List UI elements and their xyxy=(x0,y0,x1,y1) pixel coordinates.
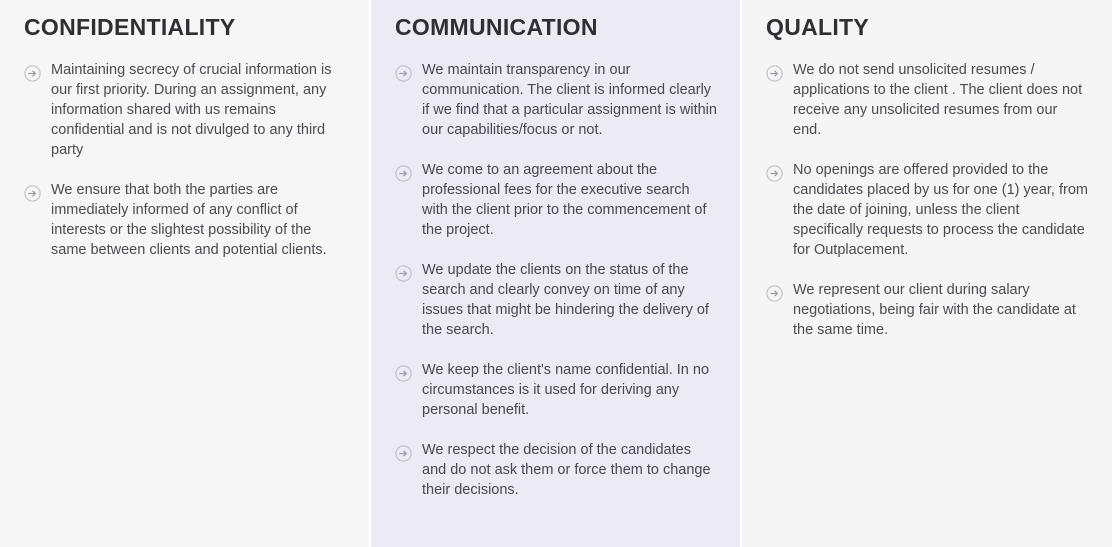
arrow-right-circle-icon xyxy=(24,65,41,82)
list-item-text: We represent our client during salary negotiations, being fair with the candidate at the same time. xyxy=(793,281,1076,338)
list-item xyxy=(766,280,1088,340)
list-item-text: We respect the decision of the candidates and do not ask them or force them to change their decisions. xyxy=(422,441,711,498)
list-item-text: No openings are offered provided to the candidates placed by us for one (1) year, from the date of joining, unless the client specifically requests to process the candidate for Outplacement. xyxy=(793,161,1088,258)
list-item-text: We maintain transparency in our communication. The client is informed clearly if we find that a particular assignment is within our capabilities/focus or not. xyxy=(422,61,717,138)
arrow-right-circle-icon xyxy=(395,365,412,382)
arrow-right-circle-icon xyxy=(395,65,412,82)
arrow-right-circle-icon xyxy=(24,185,41,202)
list-communication xyxy=(395,60,718,500)
list-item-text: We do not send unsolicited resumes / applications to the client . The client does not receive any unsolicited resumes from our end. xyxy=(793,61,1083,138)
list-item-text: We ensure that both the parties are immediately informed of any conflict of interests or the slightest possibility of the same between clients and potential clients. xyxy=(51,181,327,258)
arrow-right-circle-icon xyxy=(395,265,412,282)
page-title-communication: COMMUNICATION xyxy=(395,14,598,40)
list-quality xyxy=(766,60,1088,340)
list-item xyxy=(395,160,718,240)
list-item xyxy=(395,60,718,140)
list-item xyxy=(766,160,1088,260)
list-confidentiality xyxy=(24,60,347,260)
column-communication xyxy=(371,0,742,547)
column-confidentiality xyxy=(0,0,371,547)
page-title-quality: QUALITY xyxy=(766,14,870,40)
arrow-right-circle-icon xyxy=(766,165,783,182)
list-item xyxy=(24,180,347,260)
list-item xyxy=(24,60,347,160)
list-item-text: We keep the client's name confidential. In no circumstances is it used for deriving any personal benefit. xyxy=(422,361,710,418)
list-item xyxy=(395,440,718,500)
page-title-confidentiality: CONFIDENTIALITY xyxy=(24,14,236,40)
arrow-right-circle-icon xyxy=(766,285,783,302)
list-item xyxy=(395,360,718,420)
list-item xyxy=(766,60,1088,140)
column-quality xyxy=(742,0,1112,547)
arrow-right-circle-icon xyxy=(395,445,412,462)
list-item-text: We update the clients on the status of the search and clearly convey on time of any issues that might be hindering the delivery of the search. xyxy=(422,261,709,338)
list-item-text: Maintaining secrecy of crucial information is our first priority. During an assignment, any information shared with us remains confidential and is not divulged to any third party xyxy=(51,61,332,158)
arrow-right-circle-icon xyxy=(766,65,783,82)
list-item-text: We come to an agreement about the professional fees for the executive search with the client prior to the commencement of the project. xyxy=(422,161,707,238)
list-item xyxy=(395,260,718,340)
arrow-right-circle-icon xyxy=(395,165,412,182)
